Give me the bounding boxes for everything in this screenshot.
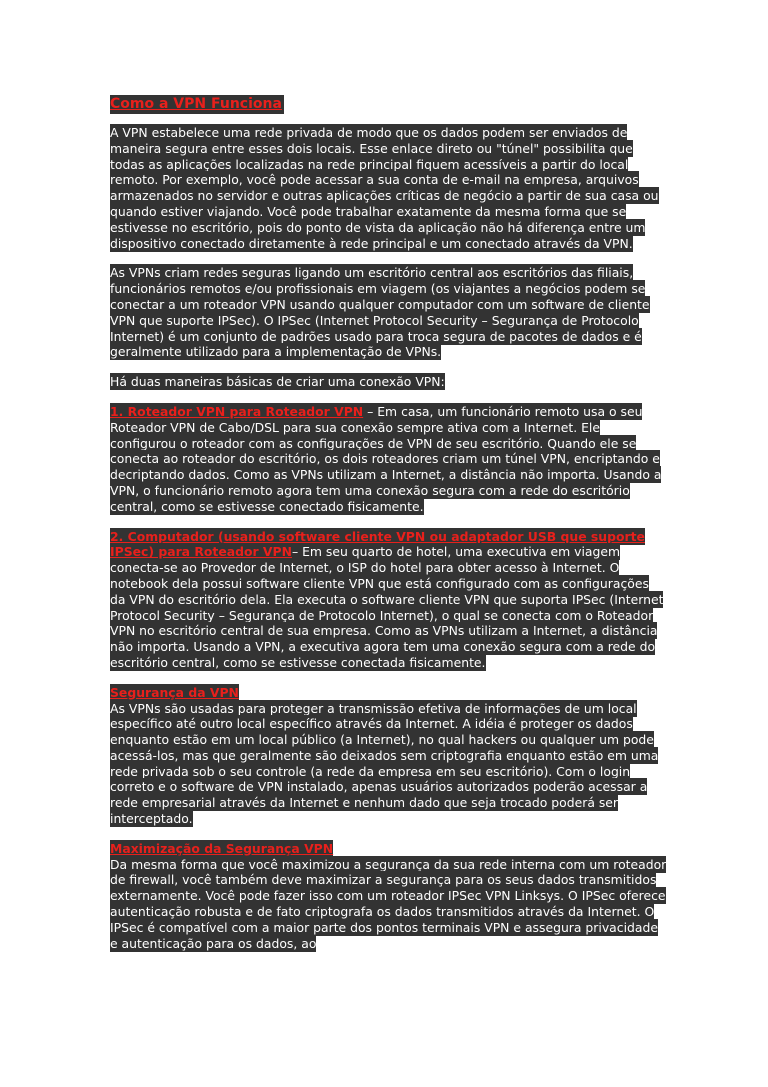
list-item-computer-to-router-label: 2. Computador (usando software cliente VPN ou adaptador USB que suporte IPSec) para Roteador VPN (110, 528, 645, 560)
list-item-router-to-router (110, 404, 668, 515)
list-item-router-to-router-label: 1. Roteador VPN para Roteador VPN (110, 403, 364, 419)
paragraph-vpn-networks (110, 265, 668, 360)
section-maximization-text: Da mesma forma que você maximizou a segurança da sua rede interna com um roteador de firewall, você também deve maximizar a segurança para os seus dados transmitidos externamente. Você pode fazer isso com um roteador IPSec VPN Linksys. O IPSec oferece autenticação robusta e de fato criptografa os dados transmitidos através da Internet. O IPSec é compatível com a maior parte dos pontos terminais VPN e assegura privacidade e autenticação para os dados, ao (110, 856, 667, 951)
paragraph-vpn-networks-text: As VPNs criam redes seguras ligando um escritório central aos escritórios das filiais, funcionários remotos e/ou profissionais em viagem (os viajantes a negócios podem se conectar a um roteador VPN usando qualquer computador com um software de cliente VPN que suporte IPSec). O IPSec (Internet Protocol Security – Segurança de Protocolo Internet) é um conjunto de padrões usado para troca segura de pacotes de dados e é geralmente utilizado para a implementação de VPNs. (110, 265, 650, 360)
paragraph-intro-text: A VPN estabelece uma rede privada de modo que os dados podem ser enviados de maneira segura entre esses dois locais. Esse enlace direto ou "túnel" possibilita que todas as aplicações localizadas na rede principal fiquem acessíveis a partir do local remoto. Por exemplo, você pode acessar a sua conta de e-mail na empresa, arquivos armazenados no servidor e outras aplicações críticas de negócio a partir de sua casa ou quando estiver viajando. Você pode trabalhar exatamente da mesma forma que se estivesse no escritório, pois do ponto de vista da aplicação não há diferença entre um dispositivo conectado diretamente à rede principal e um conectado através da VPN. (110, 125, 659, 251)
section-security-title: Segurança da VPN (110, 684, 239, 700)
section-maximization-title: Maximização da Segurança VPN (110, 840, 334, 856)
section-maximization-title-row (110, 841, 668, 857)
section-maximization-body (110, 857, 668, 952)
list-item-computer-to-router-text: – Em seu quarto de hotel, uma executiva em viagem conecta-se ao Provedor de Internet, o ISP do hotel para obter acesso à Internet. O notebook dela possui software cliente VPN que está configurado com as configurações da VPN do escritório dela. Ela executa o software cliente VPN que suporta IPSec (Internet Protocol Security – Segurança de Protocolo Internet), o qual se conecta com o Roteador VPN no escritório central de sua empresa. Como as VPNs utilizam a Internet, a distância não importa. Usando a VPN, a executiva agora tem uma conexão segura com a rede do escritório central, como se estivesse conectada fisicamente. (110, 544, 664, 670)
paragraph-two-ways-text: Há duas maneiras básicas de criar uma conexão VPN: (110, 374, 445, 390)
section-security-text: As VPNs são usadas para proteger a transmissão efetiva de informações de um local específico até outro local específico através da Internet. A idéia é proteger os dados enquanto estão em um local público (a Internet), no qual hackers ou qualquer um pode acessá-los, mas que geralmente são deixados sem criptografia enquanto estão em uma rede privada sob o seu controle (a rede da empresa em seu escritório). Com o login correto e o software de VPN instalado, apenas usuários autorizados poderão acessar a rede empresarial através da Internet e nenhum dado que seja trocado poderá ser interceptado. (110, 700, 659, 827)
section-security-body (110, 701, 668, 827)
page-title: Como a VPN Funciona (110, 96, 282, 112)
list-item-router-to-router-text: – Em casa, um funcionário remoto usa o seu Roteador VPN de Cabo/DSL para sua conexão sempre ativa com a Internet. Ele configurou o roteador com as configurações de VPN de seu escritório. Quando ele se conecta ao roteador do escritório, os dois roteadores criam um túnel VPN, encriptando e decriptando dados. Como as VPNs utilizam a Internet, a distância não importa. Usando a VPN, o funcionário remoto agora tem uma conexão segura com a rede do escritório central, como se estivesse conectado fisicamente. (110, 403, 662, 514)
list-item-computer-to-router-hl (110, 528, 663, 671)
list-item-router-to-router-hl (110, 403, 661, 515)
paragraph-intro (110, 125, 668, 251)
paragraph-two-ways (110, 374, 668, 390)
section-security-title-row (110, 685, 668, 701)
list-item-computer-to-router (110, 529, 668, 671)
